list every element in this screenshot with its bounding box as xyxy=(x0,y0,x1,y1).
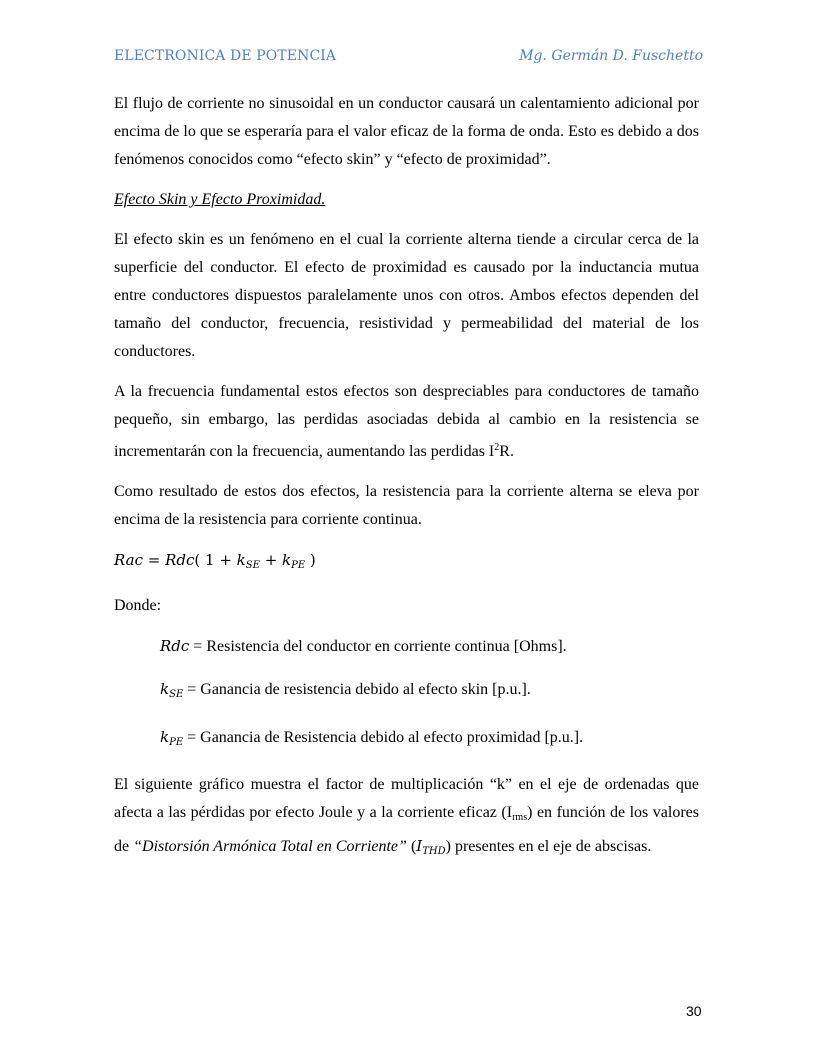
section-heading: Efecto Skin y Efecto Proximidad. xyxy=(114,191,326,208)
formula-k1: k xyxy=(236,551,246,569)
formula-rdc: Rdc xyxy=(165,551,195,569)
p5-text: El siguiente gráfico muestra el factor de multiplicación “k” en el eje de ordenadas que afecta a las pérdidas por efecto Joule y a la corriente eficaz (I xyxy=(114,776,699,821)
label-donde: Donde: xyxy=(114,597,162,614)
formula-k1-sub: SE xyxy=(245,560,260,571)
formula-open: ( 1 + xyxy=(194,551,237,569)
definition-kpe xyxy=(160,723,699,757)
definition-rdc xyxy=(160,632,699,661)
p5-text-4: ) presentes en el eje de abscisas. xyxy=(445,838,652,855)
p5-irms-sub: rms xyxy=(512,812,528,823)
paragraph-intro: El flujo de corriente no sinusoidal en un conductor causará un calentamiento adicional por encima de lo que se esperaría para el valor eficaz de la forma de onda. Esto es debido a dos fenómenos conocidos como “efecto skin” y “efecto de proximidad”. xyxy=(114,95,699,168)
paragraph-skin-effect: El efecto skin es un fenómeno en el cual la corriente alterna tiende a circular cerca de la superficie del conductor. El efecto de proximidad es causado por la inductancia mutua entre conductores dispuestos paralelamente unos con otros. Ambos efectos dependen del tamaño del conductor, frecuencia, resistividad y permeabilidad del material de los conductores. xyxy=(114,231,699,360)
def-kse-symbol: k xyxy=(160,680,170,698)
page-number: 30 xyxy=(686,1003,702,1019)
p5-italic: “Distorsión Armónica Total en Corriente” xyxy=(133,838,407,855)
def-kpe-text: = Ganancia de Resistencia debido al efecto proximidad [p.u.]. xyxy=(183,729,584,746)
def-rdc-symbol: Rdc xyxy=(160,637,190,655)
formula-close: ) xyxy=(305,551,316,569)
p5-text-2: ) en función de los valores de xyxy=(114,804,700,855)
def-kse-sub: SE xyxy=(169,689,184,700)
header-author: Mg. Germán D. Fuschetto xyxy=(519,48,703,64)
p3-superscript: 2 xyxy=(494,442,500,453)
paragraph-fundamental-frequency xyxy=(114,378,699,466)
def-rdc-text: = Resistencia del conductor en corriente continua [Ohms]. xyxy=(189,638,567,655)
def-kpe-symbol: k xyxy=(160,728,170,746)
formula-k2-sub: PE xyxy=(291,560,306,571)
p5-text-3: ( xyxy=(406,838,417,855)
def-kse-text: = Ganancia de resistencia debido al efecto skin [p.u.]. xyxy=(183,681,531,698)
formula-lhs: Rac xyxy=(114,551,143,569)
formula-plus: + xyxy=(259,551,283,569)
p3-text-end: R. xyxy=(499,443,514,460)
p3-text: A la frecuencia fundamental estos efectos son despreciables para conductores de tamaño pequeño, sin embargo, las perdidas asociadas debida al cambio en la resistencia se incrementarán con la frecuencia, aumentando las perdidas I xyxy=(114,383,699,460)
formula-rac xyxy=(114,546,699,580)
paragraph-result: Como resultado de estos dos efectos, la resistencia para la corriente alterna se eleva por encima de la resistencia para corriente continua. xyxy=(114,483,699,528)
paragraph-chart-description xyxy=(114,771,699,866)
definition-kse xyxy=(160,675,699,709)
p5-ithd: I xyxy=(416,837,423,855)
formula-k2: k xyxy=(282,551,292,569)
document-body xyxy=(114,90,699,878)
p5-ithd-sub: THD xyxy=(422,846,446,857)
formula-eq: = xyxy=(142,551,166,569)
page-header xyxy=(114,48,703,68)
def-kpe-sub: PE xyxy=(169,737,184,748)
header-title: ELECTRONICA DE POTENCIA xyxy=(114,48,337,64)
